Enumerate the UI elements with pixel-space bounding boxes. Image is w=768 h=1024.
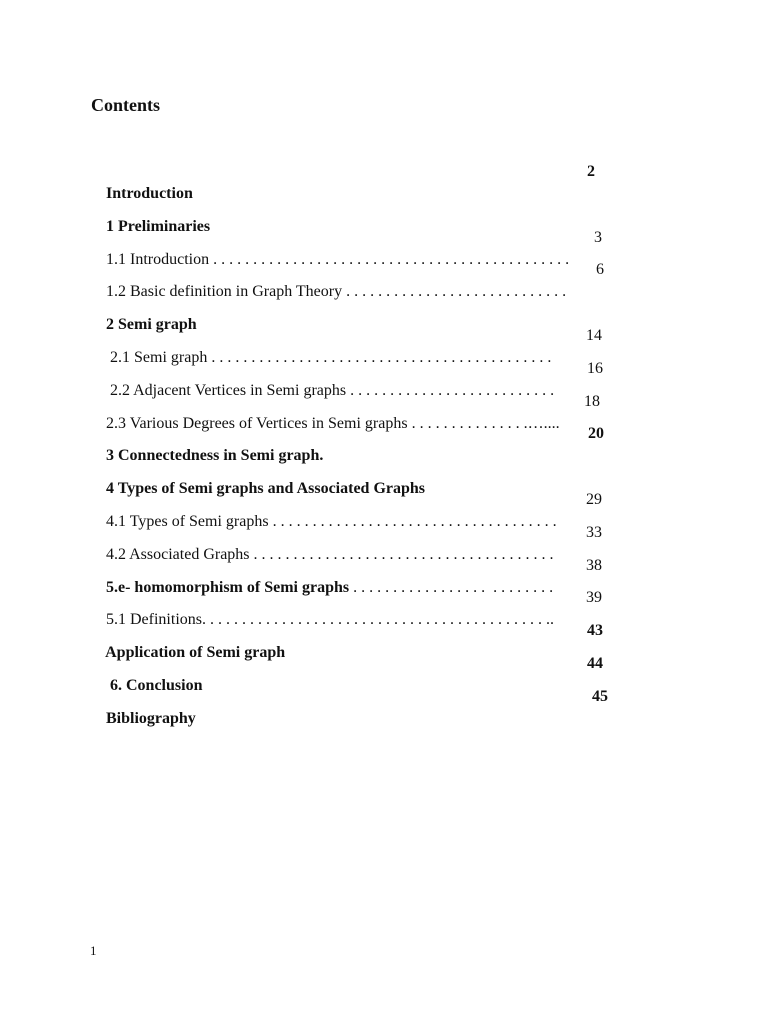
toc-entry-title: 4.1 Types of Semi graphs . . . . . . . . . . . . . . . . . . . . . . . . . . . . . . . . . . . . — [106, 512, 557, 530]
toc-entry-bibliography[interactable] — [90, 686, 620, 727]
toc-entry-1-2[interactable] — [90, 259, 620, 301]
toc-entry-homomorphism[interactable] — [90, 555, 620, 596]
toc-entry-page: 38 — [586, 556, 602, 574]
contents-heading: Contents — [91, 95, 161, 115]
toc-entry-page: 45 — [592, 687, 608, 705]
toc-entry-page: 43 — [587, 622, 603, 640]
toc-entry-title: 2.2 Adjacent Vertices in Semi graphs . . . . . . . . . . . . . . . . . . . . . . . . . . — [106, 381, 555, 399]
toc-entry-application[interactable] — [90, 620, 620, 662]
toc-entry-2-1[interactable] — [90, 325, 620, 366]
toc-entry-title: 1 Preliminaries — [106, 217, 211, 235]
toc-entry-introduction[interactable] — [90, 161, 620, 202]
toc-entry-1-1[interactable] — [90, 227, 620, 268]
toc-entry-page: 33 — [586, 523, 602, 541]
toc-entry-leader: . . . . . . . . . . . . . . . . . . . . . . . . . — [349, 578, 554, 596]
toc-entry-title: 6. Conclusion — [106, 676, 203, 694]
table-of-contents — [90, 161, 620, 727]
toc-entry-title: Application of Semi graph — [105, 644, 286, 662]
toc-entry-title: 3 Connectedness in Semi graph. — [106, 447, 324, 465]
toc-entry-title: 4.2 Associated Graphs . . . . . . . . . . . . . . . . . . . . . . . . . . . . . . . . . . . . . . — [106, 545, 554, 563]
toc-entry-page: 14 — [586, 326, 602, 344]
toc-entry-title: 2 Semi graph — [106, 316, 197, 334]
footer-page-number: 1 — [90, 943, 97, 958]
toc-entry-page: 44 — [587, 654, 603, 672]
toc-entry-page: 39 — [586, 589, 602, 607]
toc-entry-2-3[interactable] — [90, 391, 620, 432]
toc-entry-title: 2.1 Semi graph . . . . . . . . . . . . . . . . . . . . . . . . . . . . . . . . . . . . . . . . . . . — [106, 348, 552, 366]
toc-entry-4-2[interactable] — [90, 522, 620, 563]
toc-entry-page: 3 — [594, 228, 602, 246]
toc-entry-preliminaries[interactable] — [90, 194, 620, 235]
toc-entry-page: 20 — [588, 425, 604, 443]
toc-entry-title: 2.3 Various Degrees of Vertices in Semi graphs . . . . . . . . . . . . . . .….... — [106, 414, 560, 432]
toc-entry-title: 1.2 Basic definition in Graph Theory . . . . . . . . . . . . . . . . . . . . . . . . . . . . — [106, 283, 567, 301]
toc-entry-types-of-semi-graphs[interactable] — [90, 456, 620, 498]
toc-entry-page: 16 — [587, 359, 603, 377]
toc-entry-conclusion[interactable] — [90, 653, 620, 694]
toc-entry-title: 5.e- homomorphism of Semi graphs — [106, 578, 350, 596]
toc-entry-connectedness[interactable] — [90, 423, 620, 465]
toc-entry-title: 4 Types of Semi graphs and Associated Graphs — [106, 480, 426, 498]
toc-entry-page: 29 — [586, 490, 602, 508]
toc-entry-semi-graph[interactable] — [90, 292, 620, 334]
toc-entry-page: 2 — [587, 163, 595, 180]
toc-entry-5-1[interactable] — [90, 587, 620, 629]
toc-entry-page: 6 — [596, 261, 604, 279]
toc-entry-title: Introduction — [106, 185, 193, 202]
toc-entry-title: Bibliography — [106, 709, 196, 727]
toc-entry-2-2[interactable] — [90, 358, 620, 399]
toc-entry-title: 1.1 Introduction . . . . . . . . . . . . . . . . . . . . . . . . . . . . . . . . . . . . . . . . . . . . . — [106, 250, 570, 268]
toc-entry-title: 5.1 Definitions. . . . . . . . . . . . . . . . . . . . . . . . . . . . . . . . . . . . . . . . . . . .. — [106, 611, 554, 629]
toc-entry-4-1[interactable] — [90, 489, 620, 530]
toc-entry-page: 18 — [584, 392, 600, 410]
